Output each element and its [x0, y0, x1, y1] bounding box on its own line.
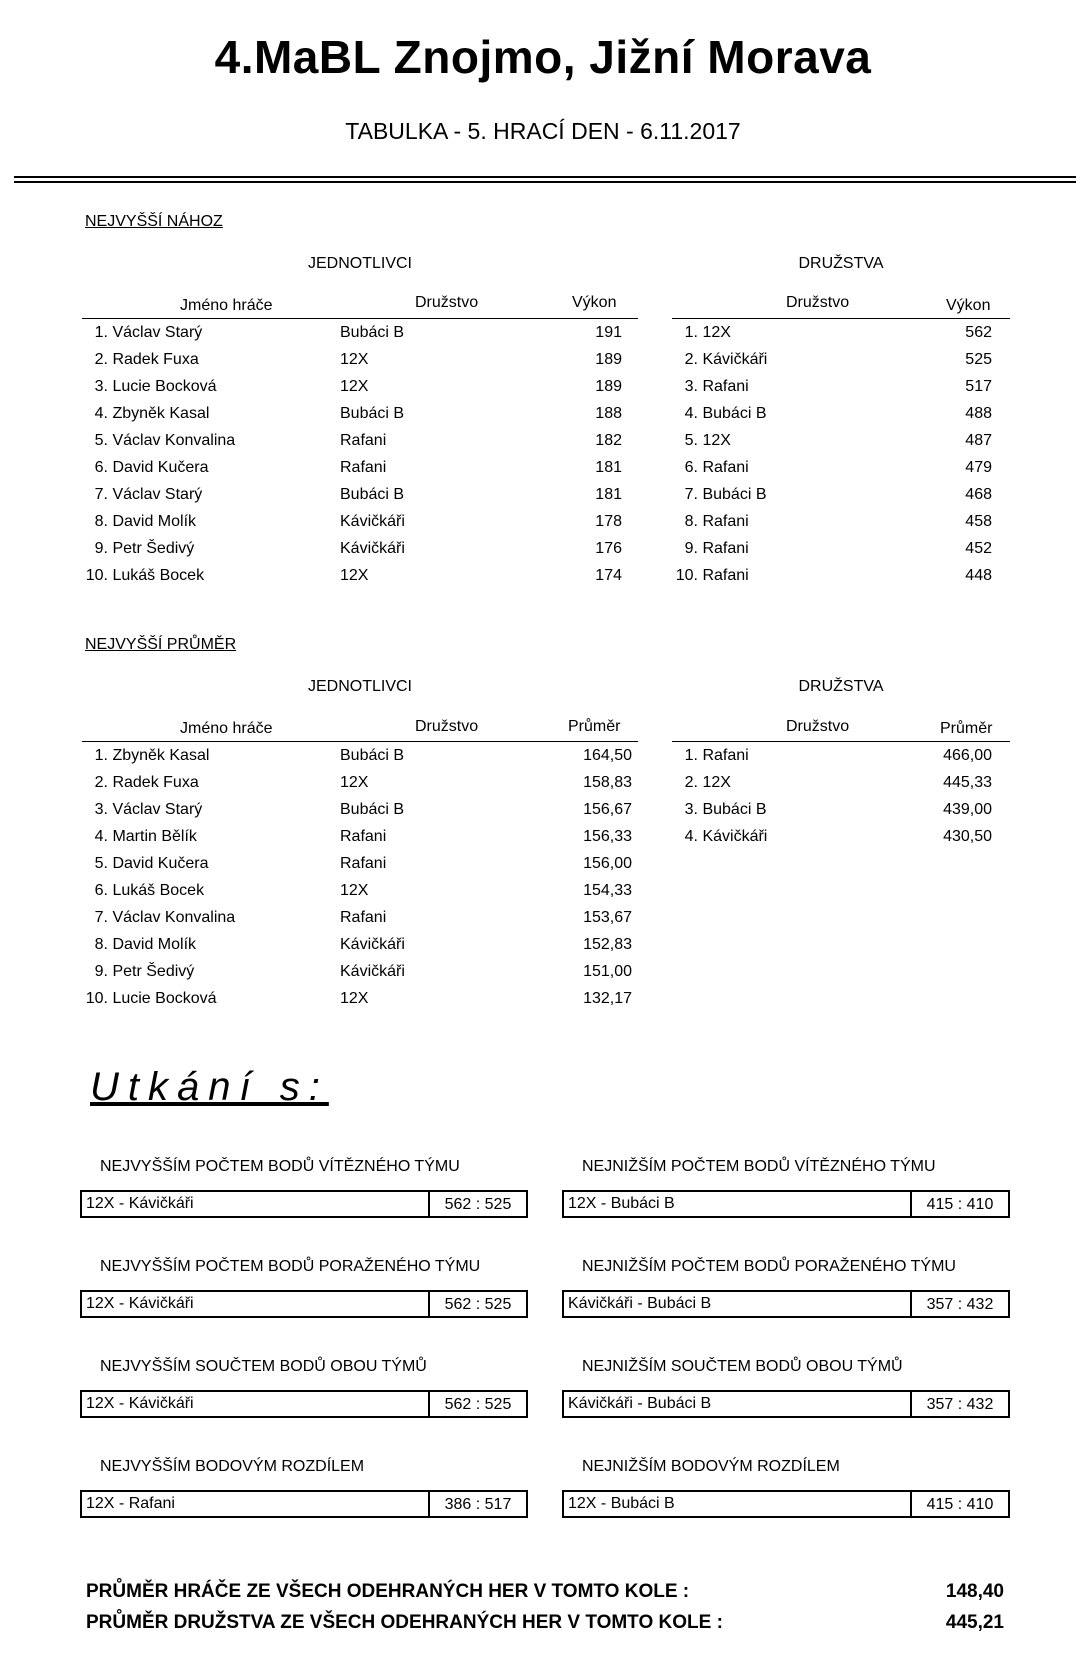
match-teams: Kávičkáři - Bubáci B: [568, 1295, 712, 1312]
team-name: 12X: [340, 990, 369, 1007]
table-row: [82, 373, 642, 400]
value: 132,17: [583, 990, 632, 1007]
match-label: NEJVYŠŠÍM POČTEM BODŮ VÍTĚZNÉHO TÝMU: [100, 1158, 460, 1175]
value: 182: [595, 432, 622, 449]
value: 430,50: [943, 828, 992, 845]
table-row: [672, 742, 1010, 769]
value: 188: [595, 405, 622, 422]
team-name: Kávičkáři: [702, 828, 768, 845]
player-average-label: PRŮMĚR HRÁČE ZE VŠECH ODEHRANÝCH HER V TOMTO KOLE :: [86, 1581, 690, 1602]
rank: 4.: [684, 828, 698, 845]
table-row: [672, 535, 1010, 562]
player-average-value: 148,40: [945, 1581, 1004, 1602]
rank: 7.: [94, 909, 108, 926]
value: 176: [595, 540, 622, 557]
table-indiv-nahoz: [82, 319, 642, 589]
value: 479: [965, 459, 992, 476]
team-name: Kávičkáři: [340, 540, 405, 557]
value: 151,00: [583, 963, 632, 980]
value: 488: [965, 405, 992, 422]
match-score: 562 : 525: [428, 1392, 526, 1416]
rank: 1.: [684, 324, 698, 341]
team-name: Rafani: [340, 828, 387, 845]
team-average-label: PRŮMĚR DRUŽSTVA ZE VŠECH ODEHRANÝCH HER V TOMTO KOLE :: [86, 1612, 723, 1633]
rank: 8.: [684, 513, 698, 530]
table-indiv-prumer: [82, 742, 642, 1012]
team-average-value: 445,21: [945, 1612, 1004, 1633]
rank: 2.: [94, 774, 108, 791]
match-teams: 12X - Bubáci B: [568, 1195, 675, 1212]
value: 445,33: [943, 774, 992, 791]
rank: 5.: [684, 432, 698, 449]
match-score: 562 : 525: [428, 1292, 526, 1316]
rank: 8.: [94, 513, 108, 530]
table-row: [82, 823, 642, 850]
value: 452: [965, 540, 992, 557]
team-name: Bubáci B: [702, 405, 767, 422]
rank: 7.: [684, 486, 698, 503]
column-header-value: Výkon: [572, 294, 617, 311]
match-label: NEJNIŽŠÍM BODOVÝM ROZDÍLEM: [582, 1458, 840, 1475]
value: 525: [965, 351, 992, 368]
match-box: [562, 1190, 1010, 1218]
player-name: Lukáš Bocek: [112, 882, 205, 899]
table-row: [82, 904, 642, 931]
value: 448: [965, 567, 992, 584]
group-label-teams: DRUŽSTVA: [798, 678, 884, 695]
team-name: 12X: [702, 324, 731, 341]
rank: 3.: [94, 378, 108, 395]
match-box: [80, 1190, 528, 1218]
table-row: [672, 346, 1010, 373]
team-name: 12X: [340, 567, 369, 584]
player-name: Lukáš Bocek: [112, 567, 205, 584]
group-label-indiv: JEDNOTLIVCI: [307, 255, 412, 272]
table-row: [672, 562, 1010, 589]
value: 164,50: [583, 747, 632, 764]
match-score: 386 : 517: [428, 1492, 526, 1516]
player-name: Václav Starý: [112, 486, 203, 503]
rank: 3.: [94, 801, 108, 818]
team-name: Bubáci B: [702, 486, 767, 503]
match-box: [80, 1490, 528, 1518]
match-score: 415 : 410: [910, 1192, 1008, 1216]
rank: 10.: [85, 567, 108, 584]
table-row: [82, 850, 642, 877]
rank: 4.: [684, 405, 698, 422]
column-header-value: Průměr: [568, 718, 621, 735]
value: 189: [595, 351, 622, 368]
table-row: [672, 823, 1010, 850]
team-name: Kávičkáři: [340, 936, 405, 953]
player-name: Petr Šedivý: [112, 963, 195, 980]
value: 154,33: [583, 882, 632, 899]
page-title: 4.MaBL Znojmo, Jižní Morava: [214, 31, 872, 83]
match-score: 357 : 432: [910, 1392, 1008, 1416]
player-name: David Kučera: [112, 459, 209, 476]
table-row: [672, 400, 1010, 427]
player-name: David Molík: [112, 513, 197, 530]
rank: 9.: [94, 540, 108, 557]
match-score: 415 : 410: [910, 1492, 1008, 1516]
value: 178: [595, 513, 622, 530]
match-label: NEJNIŽŠÍM POČTEM BODŮ PORAŽENÉHO TÝMU: [582, 1258, 956, 1275]
rank: 1.: [684, 747, 698, 764]
table-row: [672, 769, 1010, 796]
rank: 10.: [675, 567, 698, 584]
team-name: Bubáci B: [340, 801, 405, 818]
team-name: Rafani: [702, 459, 749, 476]
match-box: [562, 1490, 1010, 1518]
match-label: NEJNIŽŠÍM POČTEM BODŮ VÍTĚZNÉHO TÝMU: [582, 1158, 936, 1175]
team-name: Kávičkáři: [340, 513, 405, 530]
rank: 5.: [94, 432, 108, 449]
match-box: [80, 1390, 528, 1418]
value: 191: [595, 324, 622, 341]
value: 156,33: [583, 828, 632, 845]
table-row: [82, 877, 642, 904]
player-name: Zbyněk Kasal: [112, 405, 210, 422]
team-name: Rafani: [340, 909, 387, 926]
value: 174: [595, 567, 622, 584]
column-header-value: Výkon: [946, 297, 991, 314]
column-header-team: Družstvo: [415, 718, 479, 735]
rank: 6.: [94, 459, 108, 476]
team-name: Rafani: [702, 747, 749, 764]
value: 152,83: [583, 936, 632, 953]
rank: 2.: [684, 351, 698, 368]
table-row: [672, 508, 1010, 535]
match-box: [562, 1290, 1010, 1318]
team-name: Bubáci B: [702, 801, 767, 818]
table-row: [82, 562, 642, 589]
match-label: NEJVYŠŠÍM POČTEM BODŮ PORAŽENÉHO TÝMU: [100, 1258, 481, 1275]
rank: 1.: [94, 324, 108, 341]
player-name: Václav Konvalina: [112, 432, 236, 449]
page-subtitle: TABULKA - 5. HRACÍ DEN - 6.11.2017: [345, 118, 741, 144]
team-name: Rafani: [702, 378, 749, 395]
column-header-team: Družstvo: [786, 718, 850, 735]
value: 466,00: [943, 747, 992, 764]
team-name: Bubáci B: [340, 324, 405, 341]
table-row: [82, 346, 642, 373]
table-row: [82, 319, 642, 346]
column-header-player: Jméno hráče: [180, 297, 273, 314]
rank: 6.: [684, 459, 698, 476]
rank: 6.: [94, 882, 108, 899]
table-teams-prumer: [672, 742, 1010, 850]
match-teams: 12X - Kávičkáři: [86, 1295, 194, 1312]
header-divider: [14, 176, 1076, 183]
player-name: David Molík: [112, 936, 197, 953]
player-name: Petr Šedivý: [112, 540, 195, 557]
table-row: [82, 535, 642, 562]
player-name: Radek Fuxa: [112, 774, 199, 791]
table-row: [82, 958, 642, 985]
column-header-player: Jméno hráče: [180, 720, 273, 737]
player-name: Martin Bělík: [112, 828, 197, 845]
team-name: 12X: [702, 432, 731, 449]
table-row: [672, 427, 1010, 454]
player-name: Václav Starý: [112, 801, 203, 818]
matches-heading: Utkání s:: [90, 1065, 329, 1109]
value: 189: [595, 378, 622, 395]
table-row: [82, 742, 642, 769]
group-label-teams: DRUŽSTVA: [798, 255, 884, 272]
team-name: Bubáci B: [340, 747, 405, 764]
team-name: Kávičkáři: [702, 351, 768, 368]
rank: 3.: [684, 378, 698, 395]
value: 158,83: [583, 774, 632, 791]
value: 562: [965, 324, 992, 341]
rank: 2.: [684, 774, 698, 791]
team-name: Kávičkáři: [340, 963, 405, 980]
match-teams: 12X - Kávičkáři: [86, 1195, 194, 1212]
value: 181: [595, 459, 622, 476]
match-teams: 12X - Rafani: [86, 1495, 175, 1512]
team-name: 12X: [340, 378, 369, 395]
value: 458: [965, 513, 992, 530]
match-label: NEJVYŠŠÍM BODOVÝM ROZDÍLEM: [100, 1458, 365, 1475]
rank: 3.: [684, 801, 698, 818]
match-score: 562 : 525: [428, 1192, 526, 1216]
column-header-team: Družstvo: [786, 294, 850, 311]
team-name: Rafani: [702, 567, 749, 584]
value: 181: [595, 486, 622, 503]
rank: 1.: [94, 747, 108, 764]
player-name: Lucie Bocková: [112, 990, 217, 1007]
value: 156,67: [583, 801, 632, 818]
rank: 5.: [94, 855, 108, 872]
value: 156,00: [583, 855, 632, 872]
player-name: Václav Starý: [112, 324, 203, 341]
player-name: Václav Konvalina: [112, 909, 236, 926]
rank: 4.: [94, 828, 108, 845]
match-box: [80, 1290, 528, 1318]
match-teams: Kávičkáři - Bubáci B: [568, 1395, 712, 1412]
player-name: Zbyněk Kasal: [112, 747, 210, 764]
table-row: [672, 373, 1010, 400]
table-row: [672, 319, 1010, 346]
rank: 10.: [85, 990, 108, 1007]
table-row: [82, 400, 642, 427]
column-header-team: Družstvo: [415, 294, 479, 311]
team-name: Bubáci B: [340, 405, 405, 422]
table-row: [672, 454, 1010, 481]
rank: 9.: [684, 540, 698, 557]
team-name: 12X: [702, 774, 731, 791]
group-label-indiv: JEDNOTLIVCI: [307, 678, 412, 695]
table-row: [82, 427, 642, 454]
table-row: [82, 769, 642, 796]
team-name: Rafani: [340, 459, 387, 476]
value: 468: [965, 486, 992, 503]
match-teams: 12X - Bubáci B: [568, 1495, 675, 1512]
column-header-value: Průměr: [940, 720, 993, 737]
table-row: [82, 481, 642, 508]
section-title-prumer: NEJVYŠŠÍ PRŮMĚR: [85, 636, 237, 653]
team-name: 12X: [340, 774, 369, 791]
match-score: 357 : 432: [910, 1292, 1008, 1316]
table-row: [82, 931, 642, 958]
team-name: 12X: [340, 882, 369, 899]
player-name: David Kučera: [112, 855, 209, 872]
rank: 7.: [94, 486, 108, 503]
rank: 2.: [94, 351, 108, 368]
player-name: Lucie Bocková: [112, 378, 217, 395]
rank: 8.: [94, 936, 108, 953]
match-teams: 12X - Kávičkáři: [86, 1395, 194, 1412]
match-box: [562, 1390, 1010, 1418]
table-teams-nahoz: [672, 319, 1010, 589]
section-title-nahoz: NEJVYŠŠÍ NÁHOZ: [85, 213, 223, 230]
match-label: NEJVYŠŠÍM SOUČTEM BODŮ OBOU TÝMŮ: [100, 1358, 427, 1375]
table-row: [672, 796, 1010, 823]
team-name: 12X: [340, 351, 369, 368]
match-label: NEJNIŽŠÍM SOUČTEM BODŮ OBOU TÝMŮ: [582, 1358, 903, 1375]
team-name: Rafani: [340, 855, 387, 872]
team-name: Rafani: [340, 432, 387, 449]
value: 487: [965, 432, 992, 449]
team-name: Rafani: [702, 540, 749, 557]
table-row: [82, 985, 642, 1012]
value: 153,67: [583, 909, 632, 926]
table-row: [82, 796, 642, 823]
table-row: [672, 481, 1010, 508]
table-row: [82, 454, 642, 481]
value: 517: [965, 378, 992, 395]
team-name: Rafani: [702, 513, 749, 530]
team-name: Bubáci B: [340, 486, 405, 503]
rank: 4.: [94, 405, 108, 422]
rank: 9.: [94, 963, 108, 980]
player-name: Radek Fuxa: [112, 351, 199, 368]
value: 439,00: [943, 801, 992, 818]
table-row: [82, 508, 642, 535]
